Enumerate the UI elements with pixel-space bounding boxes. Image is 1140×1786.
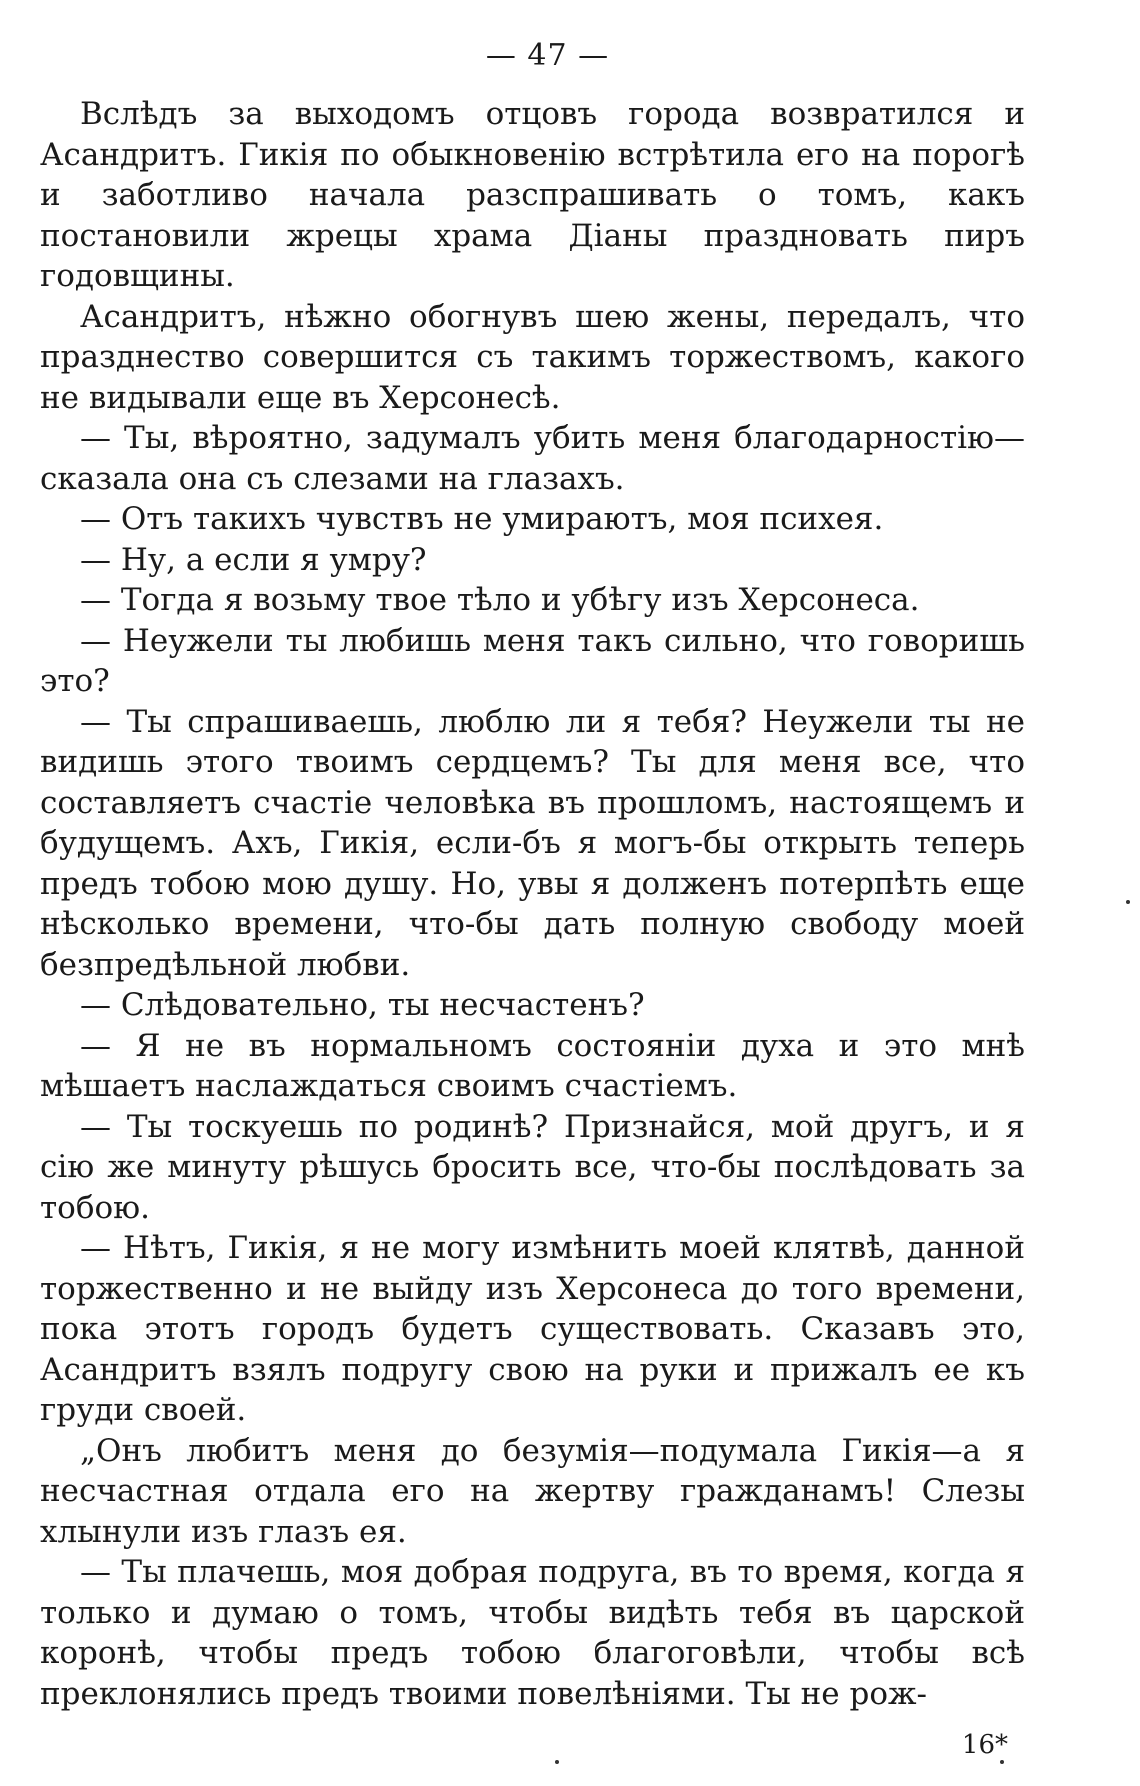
paragraph: — Ты плачешь, моя добрая подруга, въ то время, когда я только и думаю о томъ, чтобы видѣть тебя въ царской коронѣ, чтобы предъ тобою благоговѣли, чтобы всѣ преклонялись предъ твоими повелѣніями. Ты не рож- xyxy=(40,1554,1025,1712)
signature-mark: 16* xyxy=(961,1730,1008,1760)
paragraph: Асандритъ, нѣжно обогнувъ шею жены, передалъ, что празднество совершится съ такимъ торжествомъ, какого не видывали еще въ Херсонесѣ. xyxy=(40,298,1025,416)
paragraph: — Отъ такихъ чувствъ не умираютъ, моя психея. xyxy=(80,501,884,537)
document-page xyxy=(40,38,1025,1714)
paragraph: — Ну, а если я умру? xyxy=(80,541,427,578)
paragraph: — Я не въ нормальномъ состояніи духа и это мнѣ мѣшаетъ наслаждаться своимъ счастіемъ. xyxy=(40,1027,1025,1104)
paragraph: — Неужели ты любишь меня такъ сильно, что говоришь это? xyxy=(40,622,1025,699)
paragraph: — Ты, вѣроятно, задумалъ убить меня благодарностію— сказала она съ слезами на глазахъ. xyxy=(40,420,1025,497)
print-speck xyxy=(1126,900,1130,904)
paragraph: — Слѣдовательно, ты несчастенъ? xyxy=(80,987,645,1023)
paragraph: — Тогда я возьму твое тѣло и убѣгу изъ Херсонеса. xyxy=(80,582,920,618)
paragraph: — Ты спрашиваешь, люблю ли я тебя? Неужели ты не видишь этого твоимъ сердцемъ? Ты для меня все, что составляетъ счастіе человѣка въ прошломъ, настоящемъ и будущемъ. Ахъ, Гикія, если-бъ я могъ-бы открыть теперь предъ тобою мою душу. Но, увы я долженъ потерпѣть еще нѣсколько времени, что-бы дать полную свободу моей безпредѣльной любви. xyxy=(40,703,1025,983)
paragraph: — Ты тоскуешь по родинѣ? Признайся, мой другъ, и я сію же минуту рѣшусь бросить все, что-бы послѣдовать за тобою. xyxy=(40,1108,1025,1226)
page-number: — 47 — xyxy=(485,38,610,73)
paragraph: Вслѣдъ за выходомъ отцовъ города возвратился и Асандритъ. Гикія по обыкновенію встрѣтила его на порогѣ и заботливо начала разспрашивать о томъ, какъ постановили жрецы храма Діаны праздновать пиръ годовщины. xyxy=(40,96,1025,294)
paragraph: „Онъ любитъ меня до безумія—подумала Гикія—а я несчастная отдала его на жертву гражданамъ! Слезы хлынули изъ глазъ ея. xyxy=(40,1432,1025,1550)
print-speck xyxy=(1000,1760,1004,1764)
body-text xyxy=(40,94,1025,1714)
paragraph: — Нѣтъ, Гикія, я не могу измѣнить моей клятвѣ, данной торжественно и не выйду изъ Херсонеса до того времени, пока этотъ городъ будетъ существовать. Сказавъ это, Асандритъ взялъ подругу свою на руки и прижалъ ее къ груди своей. xyxy=(40,1230,1025,1428)
print-speck xyxy=(555,1760,559,1764)
